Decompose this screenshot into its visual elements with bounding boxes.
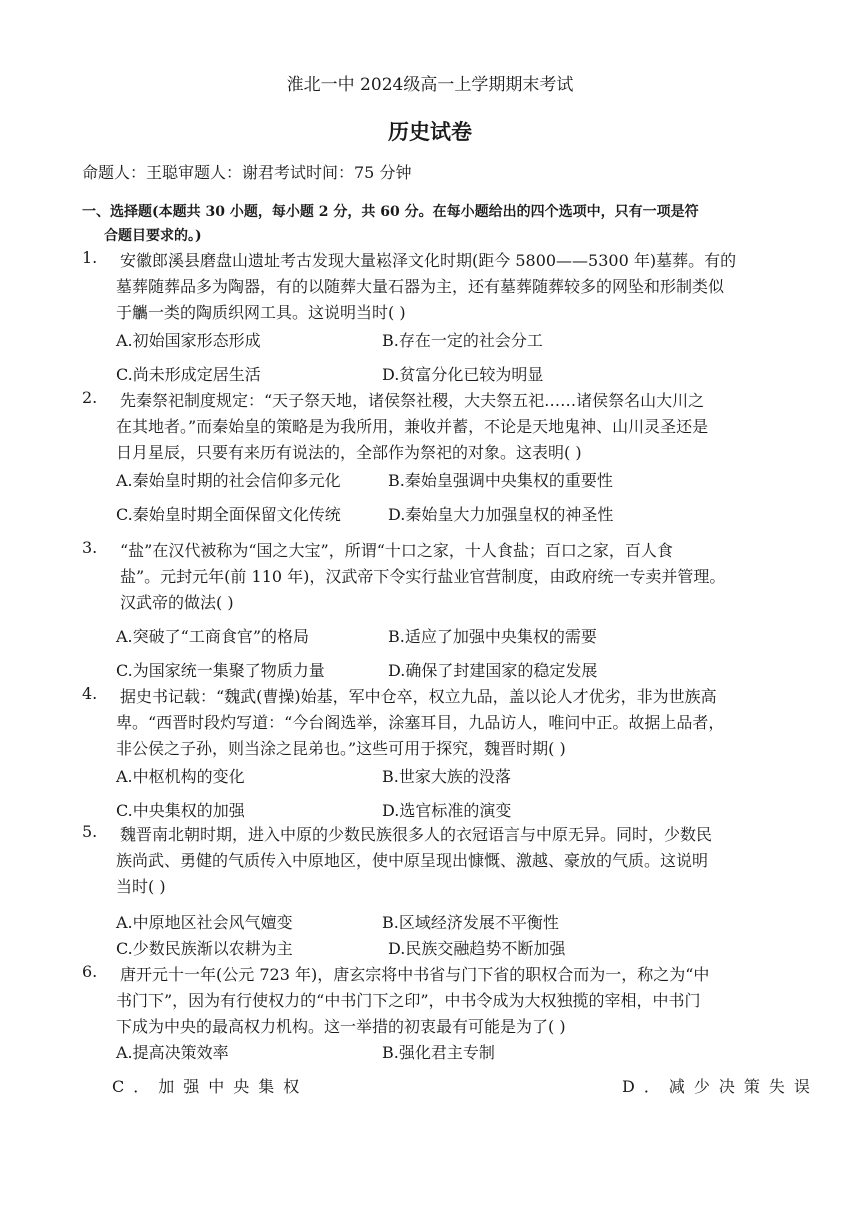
question-text-line: 唐开元十一年(公元 723 年)，唐玄宗将中书省与门下省的职权合而为一，称之为“中 [120,965,710,984]
section-heading-line-2: 合题目要求的。) [104,228,202,244]
question-text-line: 魏晋南北朝时期，进入中原的少数民族很多人的衣冠语言与中原无异。同时，少数民 [120,825,713,844]
exam-title: 淮北一中 2024级高一上学期期末考试 [286,75,574,95]
question-number: 3. [82,538,98,557]
question-text-line: 墓葬随葬品多为陶器，有的以随葬大量石器为主，还有墓葬随葬较多的网坠和形制类似 [116,277,725,296]
option-d[interactable]: D.秦始皇大力加强皇权的神圣性 [388,505,614,524]
option-d[interactable]: D.选官标准的演变 [382,801,512,820]
option-b[interactable]: B.存在一定的社会分工 [382,331,543,350]
question-text-line: 下成为中央的最高权力机构。这一举措的初衷最有可能是为了( ) [116,1017,566,1036]
question-text-line: 书门下”，因为有行使权力的“中书门下之印”，中书令成为大权独揽的宰相，中书门 [116,991,701,1010]
question-text-line: 族尚武、勇健的气质传入中原地区，使中原呈现出慷慨、激越、豪放的气质。这说明 [116,851,709,870]
subject-title: 历史试卷 [388,119,472,144]
option-a[interactable]: A.中原地区社会风气嬗变 [116,913,293,932]
option-c[interactable]: C.秦始皇时期全面保留文化传统 [116,505,341,524]
question-text-line: 据史书记载：“魏武(曹操)始基，军中仓卒，权立九品，盖以论人才优劣，非为世族高 [120,687,717,706]
option-d[interactable]: D.贫富分化已较为明显 [382,365,544,384]
option-b[interactable]: B.强化君主专制 [382,1043,495,1062]
question-text-line: 在其地者。”而秦始皇的策略是为我所用，兼收并蓄，不论是天地鬼神、山川灵圣还是 [116,417,709,436]
option-c[interactable]: C.少数民族渐以农耕为主 [116,939,293,958]
option-b[interactable]: B.区域经济发展不平衡性 [382,913,559,932]
question-text-line: 卑。“西晋时段灼写道：“今台阁选举，涂塞耳目，九品访人，唯问中正。故据上品者， [116,713,725,732]
option-d[interactable]: D.民族交融趋势不断加强 [388,939,566,958]
question-text-line: 安徽郎溪县磨盘山遗址考古发现大量崧泽文化时期(距今 5800——5300 年)墓葬。有的 [120,251,737,270]
section-heading-line-1: 一、选择题(本题共 30 小题，每小题 2 分，共 60 分。在每小题给出的四个选项中，只有一项是符 [82,204,699,220]
question-number: 6. [82,962,98,981]
question-text-line: 于觿一类的陶质织网工具。这说明当时( ) [116,303,406,322]
exam-meta: 命题人：王聪审题人：谢君考试时间：75 分钟 [82,163,412,182]
option-c[interactable]: C.中央集权的加强 [116,801,245,820]
question-number: 2. [82,388,98,407]
option-a[interactable]: A.秦始皇时期的社会信仰多元化 [116,471,341,490]
question-text-line: 当时( ) [116,877,166,896]
question-text-line: 日月星辰，只要有来历有说法的，全部作为祭祀的对象。这表明( ) [116,443,582,462]
option-a[interactable]: A.中枢机构的变化 [116,767,245,786]
question-text-line: “盐”在汉代被称为“国之大宝”，所谓“十口之家，十人食盐；百口之家，百人食 [120,541,673,560]
option-a[interactable]: A.突破了“工商食官”的格局 [116,627,310,646]
question-text-line: 盐”。元封元年(前 110 年)，汉武帝下令实行盐业官营制度，由政府统一专卖并管理。 [120,567,726,586]
option-d[interactable]: D.确保了封建国家的稳定发展 [388,661,598,680]
option-c[interactable]: C.为国家统一集聚了物质力量 [116,661,325,680]
option-b[interactable]: B.适应了加强中央集权的需要 [388,627,597,646]
question-number: 5. [82,822,98,841]
question-number: 4. [82,684,98,703]
option-a[interactable]: A.初始国家形态形成 [116,331,261,350]
question-number: 1. [82,248,98,267]
option-a[interactable]: A.提高决策效率 [116,1043,229,1062]
option-b[interactable]: B.秦始皇强调中央集权的重要性 [388,471,613,490]
question-text-line: 非公侯之子孙，则当涂之昆弟也。”这些可用于探究，魏晋时期( ) [116,739,566,758]
question-text-line: 汉武帝的做法( ) [120,593,234,612]
option-c[interactable]: C.尚未形成定居生活 [116,365,261,384]
option-d[interactable]: D．减少决策失误 [622,1077,819,1096]
option-b[interactable]: B.世家大族的没落 [382,767,511,786]
question-text-line: 先秦祭祀制度规定：“天子祭天地，诸侯祭社稷，大夫祭五祀……诸侯祭名山大川之 [120,391,705,410]
option-c[interactable]: C．加强中央集权 [112,1077,309,1096]
